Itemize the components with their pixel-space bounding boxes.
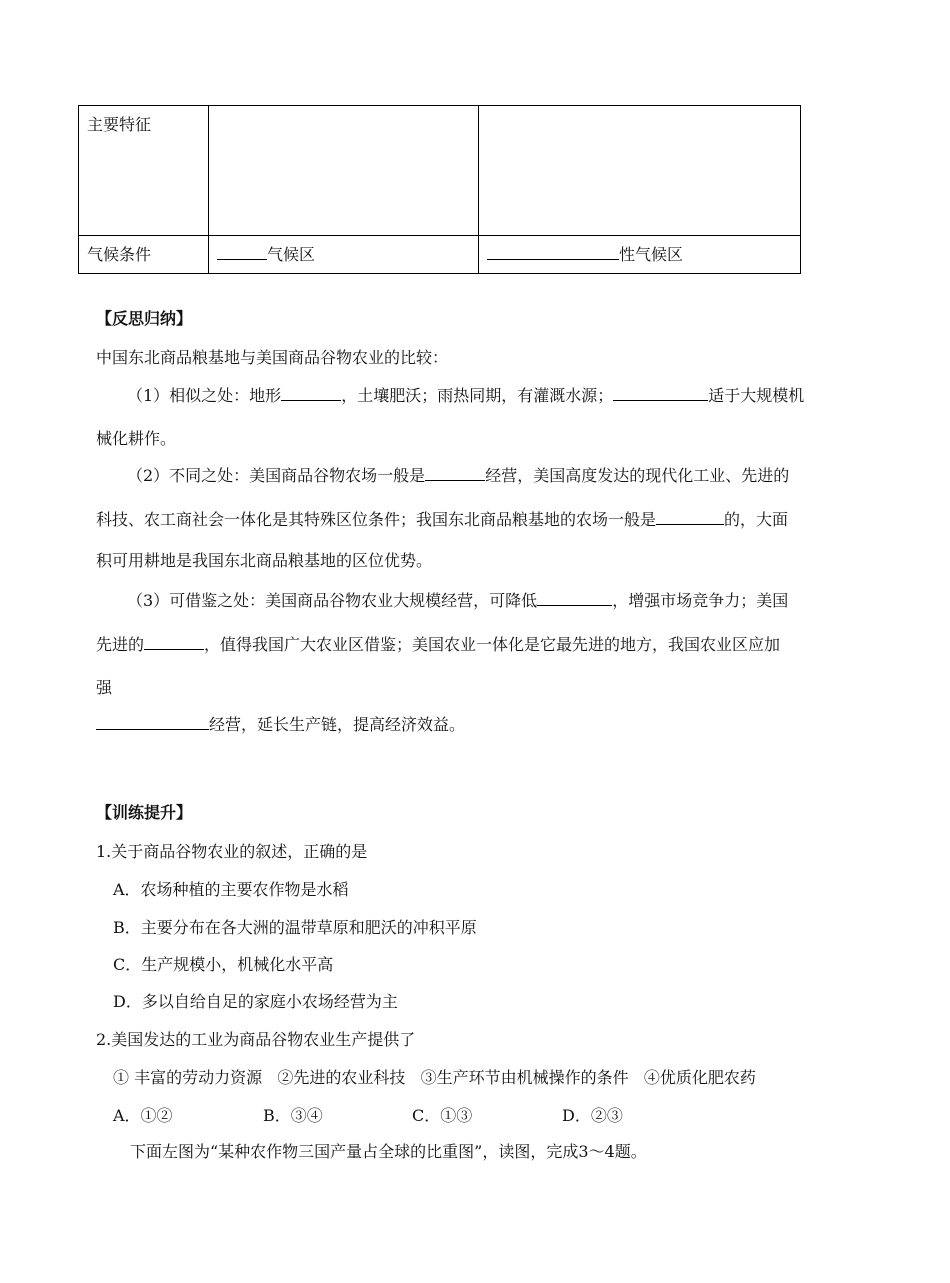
text: 经营，延长生产链，提高经济效益。	[209, 715, 466, 734]
row-label-main-features: 主要特征	[87, 115, 152, 134]
blank-line[interactable]	[281, 384, 341, 401]
reflect-heading: 【反思归纳】	[96, 309, 193, 328]
climate-suffix-text: 气候区	[267, 245, 316, 264]
blank-line[interactable]	[613, 384, 708, 401]
row-label-climate: 气候条件	[87, 245, 152, 264]
text: 先进的	[96, 635, 145, 654]
table-row	[79, 106, 801, 236]
q1-option-b[interactable]: B．主要分布在各大洲的温带草原和肥沃的冲积平原	[113, 918, 477, 937]
text: ，值得我国广大农业区借鉴；美国农业一体化是它最先进的地方，我国农业区应加	[204, 635, 781, 654]
text: 的，大面	[724, 510, 789, 529]
q1-option-a[interactable]: A．农场种植的主要农作物是水稻	[113, 880, 349, 899]
q2-option-d[interactable]: D．②③	[562, 1106, 623, 1125]
text: 经营，美国高度发达的现代化工业、先进的	[485, 466, 790, 485]
q2-option-b[interactable]: B．③④	[263, 1106, 323, 1125]
paragraph-3-line-1	[127, 588, 788, 611]
questions-3-4-intro: 下面左图为“某种农作物三国产量占全球的比重图”，读图，完成3～4题。	[130, 1142, 647, 1161]
text: ，土壤肥沃；雨热同期，有灌溉水源；	[341, 386, 614, 405]
text: 适于大规模机	[708, 386, 805, 405]
training-heading: 【训练提升】	[96, 803, 193, 822]
text: （1）相似之处：地形	[127, 386, 282, 405]
table-cell-label	[79, 236, 209, 274]
blank-line[interactable]	[537, 589, 612, 606]
question-2: 2.美国发达的工业为商品谷物农业生产提供了	[96, 1030, 416, 1049]
paragraph-2-line-1	[127, 463, 789, 486]
text: ，增强市场竞争力；美国	[612, 591, 789, 610]
text: 科技、农工商社会一体化是其特殊区位条件；我国东北商品粮基地的农场一般是	[96, 510, 657, 529]
q2-option-a[interactable]: A．①②	[113, 1106, 173, 1125]
table-cell	[209, 236, 479, 274]
paragraph-3-line-2	[96, 632, 780, 655]
blank-line[interactable]	[425, 464, 485, 481]
q1-option-d[interactable]: D．多以自给自足的家庭小农场经营为主	[113, 992, 398, 1011]
table-cell	[209, 106, 479, 236]
paragraph-3-line-3: 强	[96, 678, 113, 697]
blank-line[interactable]	[217, 243, 267, 260]
climate-suffix-text: 性气候区	[619, 245, 684, 264]
blank-line[interactable]	[144, 633, 204, 650]
table-row	[79, 236, 801, 274]
paragraph-2-line-2	[96, 507, 788, 530]
paragraph-2-line-3: 积可用耕地是我国东北商品粮基地的区位优势。	[96, 551, 433, 570]
text: （3）可借鉴之处：美国商品谷物农业大规模经营，可降低	[127, 591, 538, 610]
q1-option-c[interactable]: C．生产规模小，机械化水平高	[113, 955, 334, 974]
q2-items: ① 丰富的劳动力资源 ②先进的农业科技 ③生产环节由机械操作的条件 ④优质化肥农药	[113, 1068, 756, 1087]
q2-option-c[interactable]: C．①③	[412, 1106, 473, 1125]
paragraph-1-line-2: 械化耕作。	[96, 429, 177, 448]
blank-line[interactable]	[96, 713, 209, 730]
blank-line[interactable]	[487, 243, 619, 260]
table-cell	[479, 106, 801, 236]
comparison-table	[78, 105, 801, 274]
text: （2）不同之处：美国商品谷物农场一般是	[127, 466, 426, 485]
reflect-intro: 中国东北商品粮基地与美国商品谷物农业的比较：	[96, 348, 449, 367]
paragraph-1-line-1	[127, 383, 804, 406]
table-cell-label	[79, 106, 209, 236]
question-1: 1.关于商品谷物农业的叙述，正确的是	[96, 842, 368, 861]
table-cell	[479, 236, 801, 274]
blank-line[interactable]	[656, 508, 724, 525]
paragraph-3-line-4	[96, 712, 465, 735]
